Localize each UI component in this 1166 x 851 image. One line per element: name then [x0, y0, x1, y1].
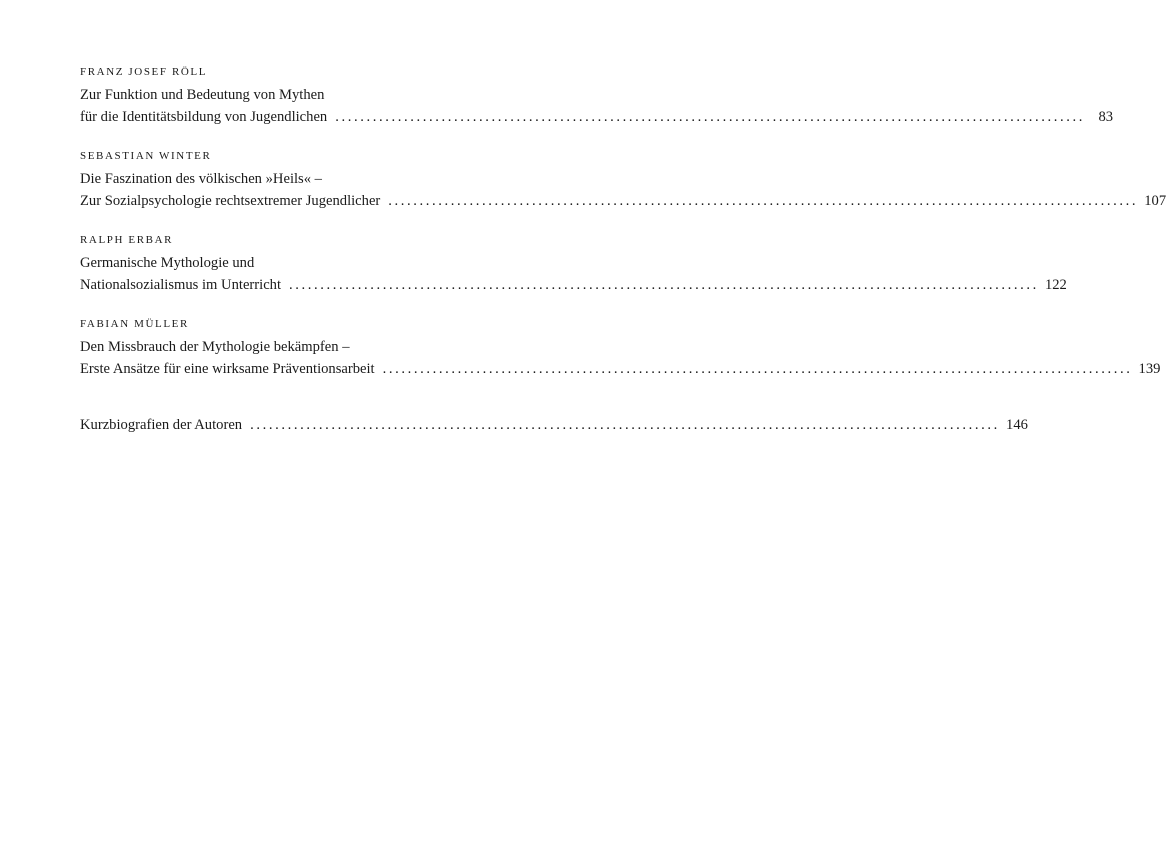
table-of-contents: [80, 64, 1166, 456]
leader-dots: ........................................................................................................................: [250, 417, 1000, 433]
entry-title-line-last: [80, 274, 1067, 296]
entry-title-line: Die Faszination des völkischen »Heils« –: [80, 171, 322, 187]
entry-title-text: Zur Sozialpsychologie rechtsextremer Jugendlicher: [80, 193, 381, 209]
page-number: 107: [1144, 193, 1166, 209]
entry-title-line-last: [80, 414, 1028, 436]
toc-entry-biographies: [80, 414, 1028, 436]
leader-dots: ........................................................................................................................: [289, 277, 1039, 293]
entry-author: FABIAN MÜLLER: [80, 318, 189, 330]
entry-title-text: Kurzbiografien der Autoren: [80, 417, 243, 433]
entry-title-text: Erste Ansätze für eine wirksame Präventionsarbeit: [80, 361, 375, 377]
entry-author: SEBASTIAN WINTER: [80, 150, 212, 162]
entry-title-line-last: [80, 106, 1114, 128]
page-number: 146: [1006, 417, 1028, 433]
page-number: 122: [1044, 277, 1067, 293]
page-number: 139: [1138, 361, 1161, 377]
leader-dots: ........................................................................................................................: [388, 193, 1139, 209]
toc-entry-erbar: [80, 232, 1067, 296]
entry-title-line: Zur Funktion und Bedeutung von Mythen: [80, 87, 325, 103]
entry-title-line-last: [80, 358, 1161, 380]
entry-title-line-last: [80, 190, 1166, 212]
entry-author: FRANZ JOSEF RÖLL: [80, 66, 208, 78]
leader-dots: ........................................................................................................................: [382, 361, 1133, 377]
entry-title-line: Den Missbrauch der Mythologie bekämpfen –: [80, 339, 350, 355]
entry-title-line: Germanische Mythologie und: [80, 255, 255, 271]
entry-author: RALPH ERBAR: [80, 234, 174, 246]
toc-entry-roell: [80, 64, 1114, 128]
entry-title-text: für die Identitätsbildung von Jugendlichen: [80, 109, 328, 125]
toc-entry-winter: [80, 148, 1166, 212]
toc-entry-mueller: [80, 316, 1161, 380]
page-number: 83: [1098, 109, 1114, 125]
leader-dots: ........................................................................................................................: [335, 109, 1086, 125]
entry-title-text: Nationalsozialismus im Unterricht: [80, 277, 282, 293]
